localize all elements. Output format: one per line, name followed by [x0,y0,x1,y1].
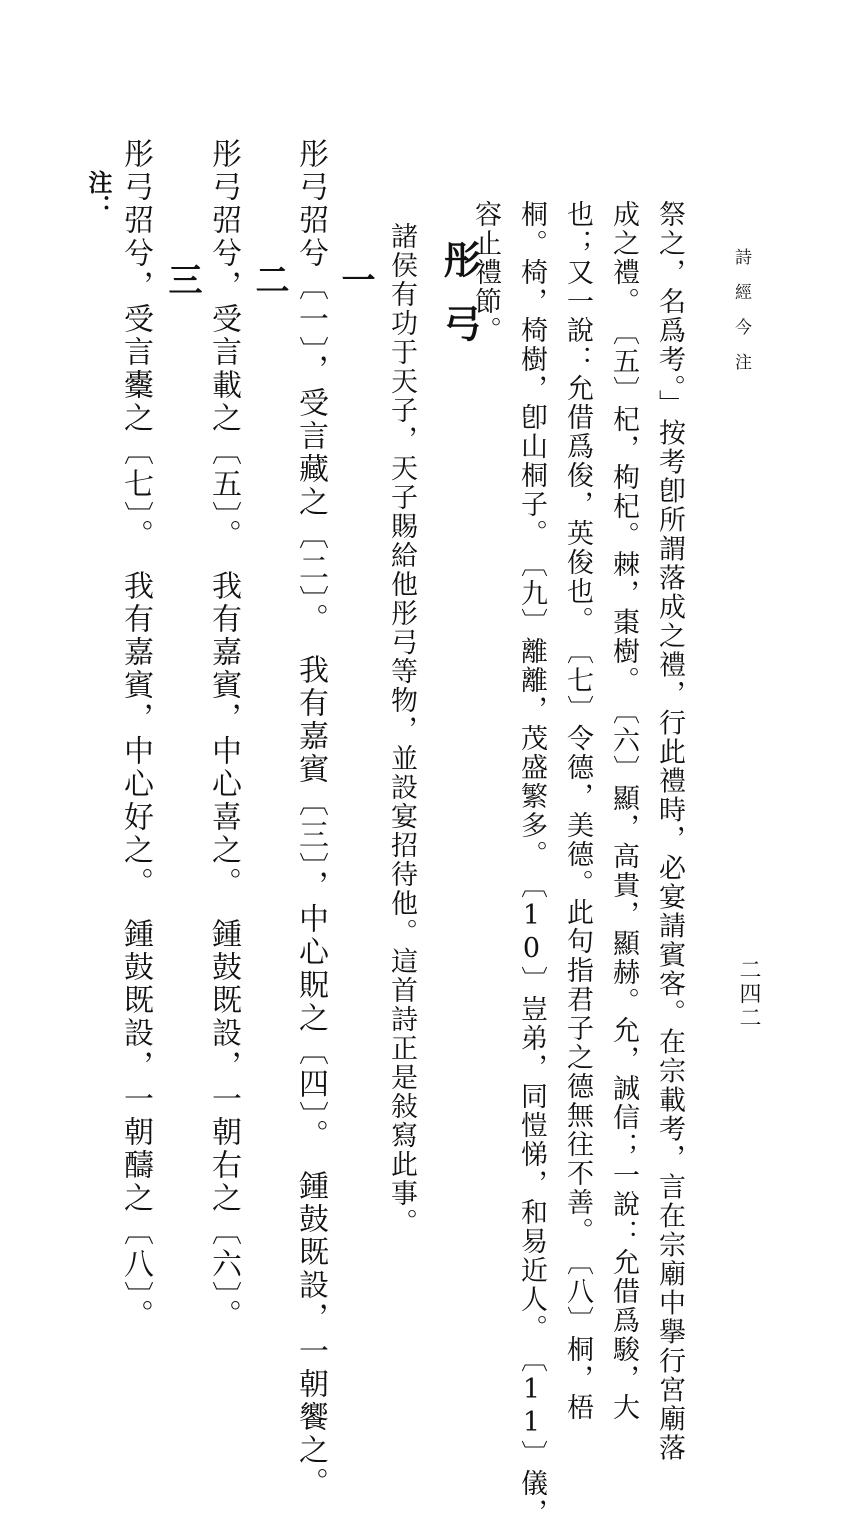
stanza-number-1: 一 [335,262,375,296]
commentary-line-5: 容止禮節。 [470,200,501,345]
stanza-number-3: 三 [162,262,202,296]
running-header: 詩經今注 [731,248,751,388]
notes-label: 注： [84,170,113,218]
commentary-line-2: 成之禮。 〔五〕杞，枸杞。棘，棗樹。 〔六〕顯，高貴，顯赫。允，誠信；一說：允借爲駿，大 [608,200,639,1422]
commentary-line-4: 桐。椅，椅樹，卽山桐子。 〔九〕離離，茂盛繁多。 〔10〕豈弟，同愷悌，和易近人。 〔11〕儀， [516,200,547,1527]
stanza-text-2: 彤弓弨兮，受言載之〔五〕。 我有嘉賓，中心喜之。 鍾鼓既設，一朝右之〔六〕。 [206,138,241,1332]
poem-title: 彤弓 [437,240,482,368]
page-number: 二四二 [736,958,761,1030]
commentary-line-3: 也；又一說：允借爲俊，英俊也。 〔七〕令德，美德。此句指君子之德無往不善。 〔八〕桐，梧 [562,200,593,1422]
stanza-number-2: 二 [249,262,289,296]
stanza-text-3: 彤弓弨兮，受言櫜之〔七〕。 我有嘉賓，中心好之。 鍾鼓既設，一朝醻之〔八〕。 [118,138,153,1332]
commentary-line-1: 祭之，名爲考。」按考卽所謂落成之禮，行此禮時，必宴請賓客。在宗載考，言在宗廟中擧行宮廟落 [654,200,685,1463]
poem-preface: 諸侯有功于天子，天子賜給他彤弓等物，並設宴招待他。這首詩正是敍寫此事。 [386,222,417,1237]
stanza-text-1: 彤弓弨兮〔一〕，受言藏之〔二〕。 我有嘉賓〔三〕，中心貺之〔四〕。 鍾鼓既設，一朝饗之。 [293,138,328,1500]
